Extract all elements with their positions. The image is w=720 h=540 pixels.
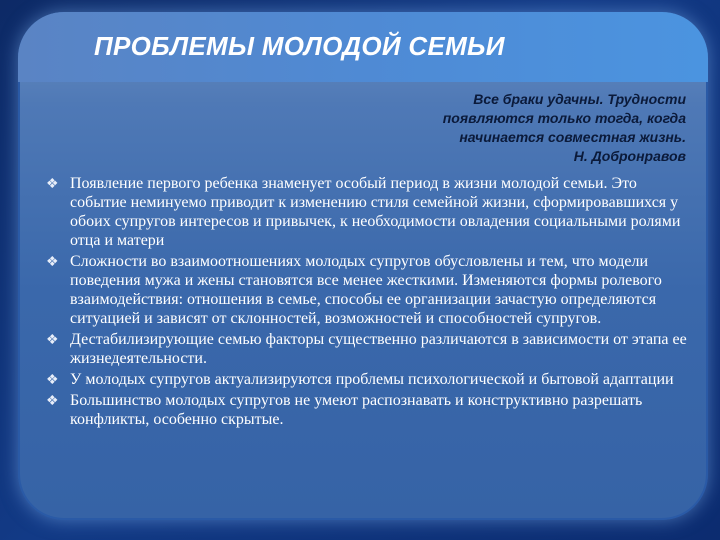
page-title: ПРОБЛЕМЫ МОЛОДОЙ СЕМЬИ (94, 31, 505, 61)
bullet-text: Дестабилизирующие семью факторы существенно различаются в зависимости от этапа ее жизнедеятельности. (70, 331, 687, 367)
diamond-bullet-icon: ❖ (46, 255, 59, 270)
diamond-bullet-icon: ❖ (46, 373, 59, 388)
diamond-bullet-icon: ❖ (46, 394, 59, 409)
epigraph-line: Все браки удачны. Трудности (473, 91, 686, 107)
bullet-text: Сложности во взаимоотношениях молодых супругов обусловлены и тем, что модели поведения мужа и жены становятся все менее жесткими. Изменяются формы ролевого взаимодействия: отношения в семье, способы ее организации зачастую определяются ситуацией и зависят от склонностей, возможностей и способностей супругов. (70, 253, 662, 327)
list-item (44, 391, 694, 429)
list-item (44, 330, 694, 368)
diamond-bullet-icon: ❖ (46, 333, 59, 348)
epigraph (326, 90, 686, 166)
bullet-list (44, 174, 694, 431)
diamond-bullet-icon: ❖ (46, 177, 59, 192)
epigraph-line: появляются только тогда, когда (442, 110, 686, 126)
epigraph-author: Н. Добронравов (573, 148, 686, 164)
list-item (44, 370, 694, 389)
list-item (44, 174, 694, 250)
bullet-text: Большинство молодых супругов не умеют распознавать и конструктивно разрешать конфликты, особенно скрытые. (70, 392, 643, 428)
bullet-text: У молодых супругов актуализируются проблемы психологической и бытовой адаптации (70, 371, 674, 388)
list-item (44, 252, 694, 328)
epigraph-line: начинается совместная жизнь. (459, 129, 686, 145)
bullet-text: Появление первого ребенка знаменует особый период в жизни молодой семьи. Это событие неминуемо приводит к изменению стиля семейной жизни, сформировавшихся у обоих супругов интересов и привычек, к необходимости овладения социальными ролями отца и матери (70, 175, 681, 249)
